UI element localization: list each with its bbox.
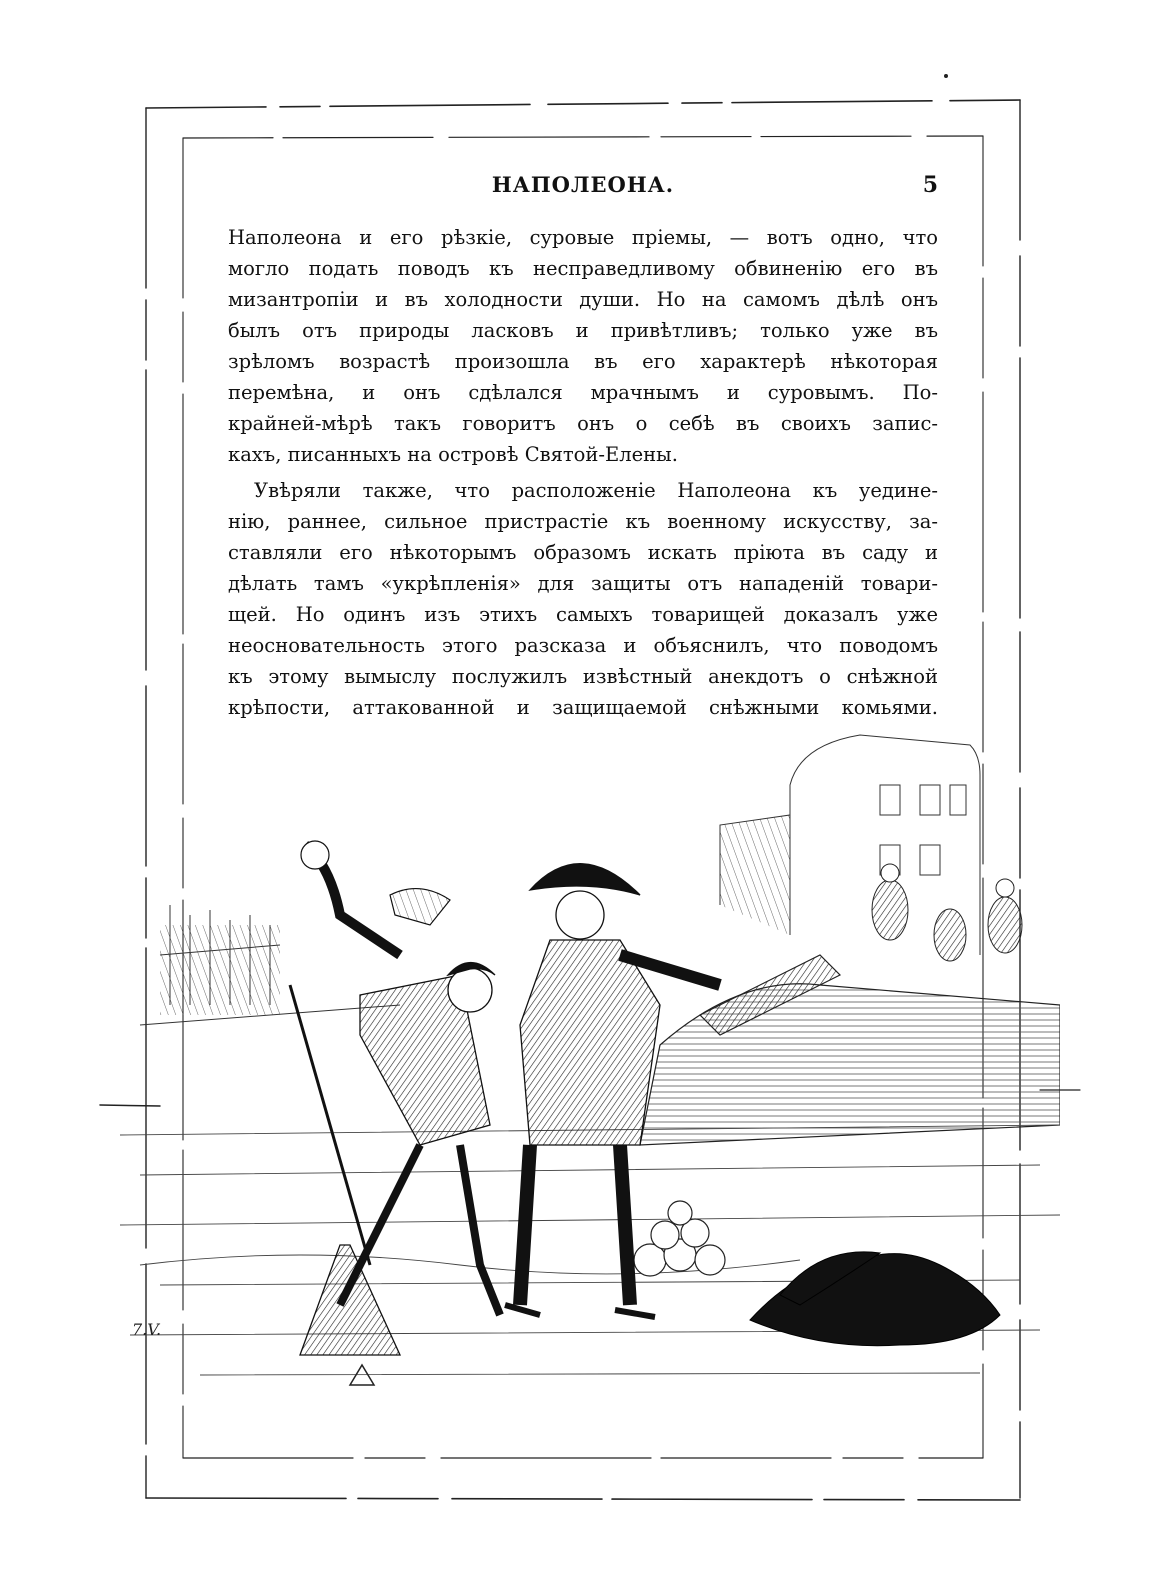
text-line: Наполеона и его рѣзкіе, суровые пріемы, — вотъ одно, что	[228, 226, 938, 249]
text-line: могло подать поводъ къ несправедливому обвиненію его въ	[228, 257, 938, 280]
engraving-illustration	[100, 705, 1060, 1425]
text-line: крѣпости, аттакованной и защищаемой снѣжными комьями.	[228, 696, 938, 719]
text-line: кахъ, писанныхъ на островѣ Святой-Елены.	[228, 443, 678, 466]
text-line: щей. Но одинъ изъ этихъ самыхъ товарищей доказалъ уже	[228, 603, 938, 626]
engraver-mark: 7.V.	[132, 1320, 162, 1339]
text-line: мизантропіи и въ холодности души. Но на самомъ дѣлѣ онъ	[228, 288, 938, 311]
snowball-pile	[634, 1201, 725, 1276]
figure-boy-throwing	[301, 841, 450, 955]
body-text	[228, 222, 938, 723]
text-line: къ этому вымыслу послужилъ извѣстный анекдотъ о снѣжной	[228, 665, 938, 688]
paragraph	[228, 475, 938, 723]
text-line: зрѣломъ возрастѣ произошла въ его характерѣ нѣкоторая	[228, 350, 938, 373]
pile-of-hats	[750, 1252, 1000, 1346]
running-header	[228, 172, 938, 204]
figure-boy-with-broom	[290, 963, 500, 1356]
text-line: Увѣряли также, что расположеніе Наполеона къ уедине-	[254, 479, 938, 502]
text-line: крайней-мѣрѣ такъ говоритъ онъ о себѣ въ своихъ запис-	[228, 412, 938, 435]
text-line: дѣлать тамъ «укрѣпленія» для защиты отъ нападеній товари-	[228, 572, 938, 595]
paragraph	[228, 222, 938, 470]
text-line: нію, раннее, сильное пристрастіе къ военному искусству, за-	[228, 510, 938, 533]
running-title: НАПОЛЕОНА.	[491, 172, 675, 197]
text-line: перемѣна, и онъ сдѣлался мрачнымъ и суровымъ. По-	[228, 381, 938, 404]
page-number: 5	[922, 172, 938, 198]
text-line: ставляли его нѣкоторымъ образомъ искать пріюта въ саду и	[228, 541, 938, 564]
text-line: неосновательность этого разсказа и объяснилъ, что поводомъ	[228, 634, 938, 657]
background-figures	[872, 864, 1022, 961]
text-line: былъ отъ природы ласковъ и привѣтливъ; только уже въ	[228, 319, 938, 342]
